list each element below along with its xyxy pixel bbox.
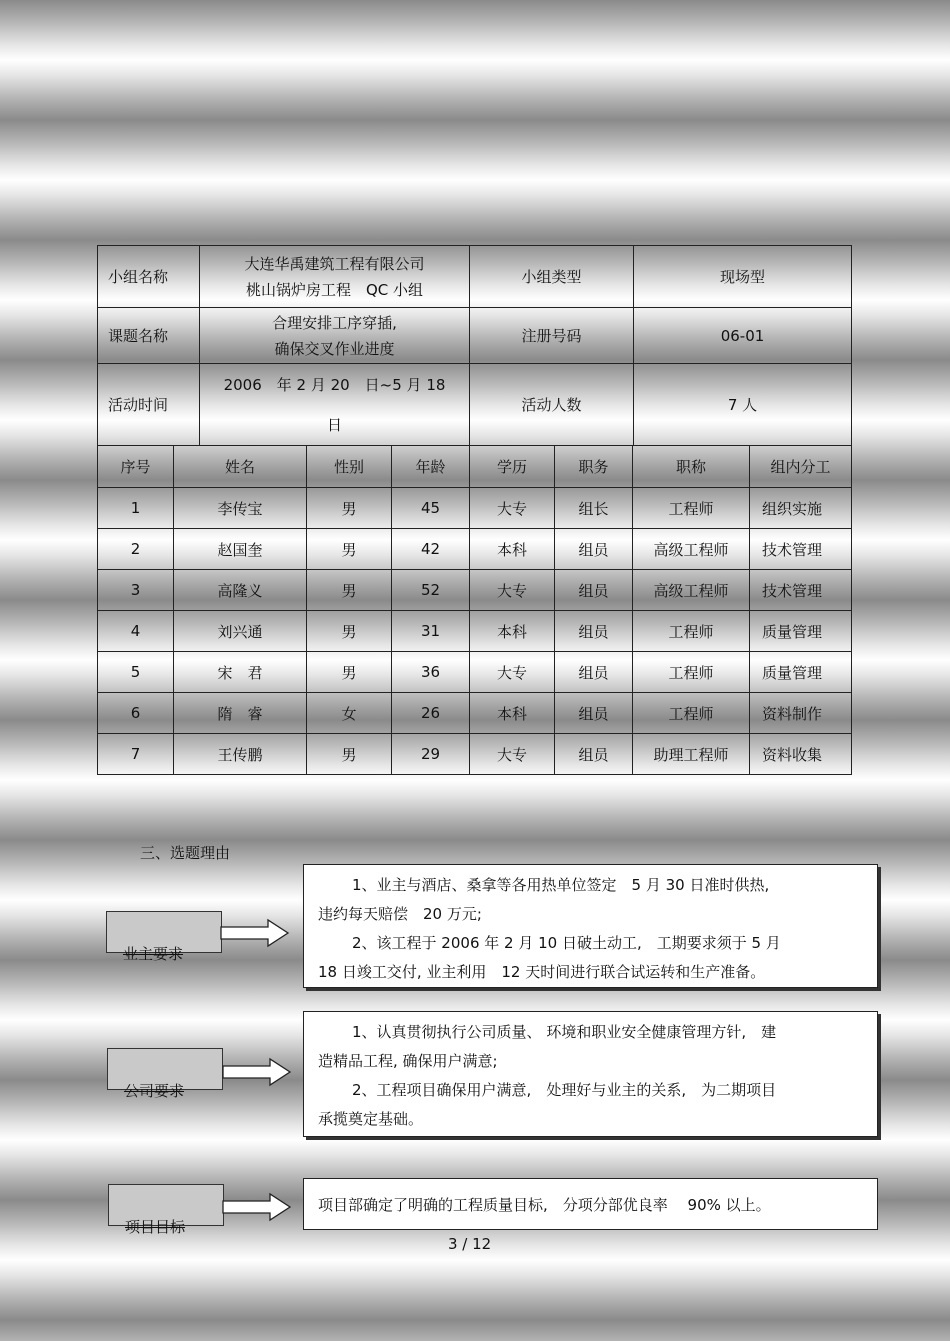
table-cell: 技术管理: [750, 529, 852, 570]
table-cell: 组员: [555, 652, 633, 693]
count-label: 活动人数: [470, 364, 634, 446]
table-cell: 资料收集: [750, 734, 852, 775]
group-info-table: [97, 245, 852, 446]
table-cell: 52: [392, 570, 470, 611]
header-cell: 年龄: [392, 446, 470, 488]
company-p2a: 2、工程项目确保用户满意, 处理好与业主的关系, 为二期项目: [352, 1081, 777, 1099]
group-type-label: 小组类型: [470, 246, 634, 308]
owner-p1b: 违约每天赔偿 20 万元;: [318, 905, 482, 923]
member-table: [97, 445, 852, 775]
table-cell: 本科: [470, 611, 555, 652]
table-cell: 组员: [555, 529, 633, 570]
page-number: 3 / 12: [448, 1235, 492, 1253]
table-cell: 王传鹏: [174, 734, 307, 775]
company-p1b: 造精品工程, 确保用户满意;: [318, 1052, 498, 1070]
table-cell: 男: [307, 529, 392, 570]
table-cell: 质量管理: [750, 611, 852, 652]
owner-p2a: 2、该工程于 2006 年 2 月 10 日破土动工, 工期要求须于 5 月: [352, 934, 781, 952]
table-cell: 高级工程师: [633, 529, 750, 570]
company-label-box: [107, 1048, 223, 1100]
target-label: 项目目标: [125, 1218, 186, 1236]
table-cell: 男: [307, 611, 392, 652]
table-cell: 男: [307, 570, 392, 611]
owner-label-box: [106, 911, 222, 963]
topic-label: 课题名称: [98, 308, 200, 364]
owner-label: 业主要求: [123, 945, 184, 963]
reg-value: 06-01: [634, 308, 852, 364]
company-p1a: 1、认真贯彻执行公司质量、 环境和职业安全健康管理方针, 建: [352, 1023, 777, 1041]
company-p2b: 承揽奠定基础。: [318, 1110, 424, 1128]
table-cell: 工程师: [633, 693, 750, 734]
target-box: [303, 1178, 878, 1230]
table-row: [98, 734, 852, 775]
table-cell: 大专: [470, 570, 555, 611]
table-cell: 高级工程师: [633, 570, 750, 611]
table-cell: 技术管理: [750, 570, 852, 611]
table-cell: 2: [98, 529, 174, 570]
table-cell: 男: [307, 734, 392, 775]
time-value: [200, 364, 470, 446]
table-row: [98, 652, 852, 693]
table-cell: 工程师: [633, 652, 750, 693]
table-cell: 45: [392, 488, 470, 529]
table-cell: 组员: [555, 734, 633, 775]
table-cell: 4: [98, 611, 174, 652]
owner-p2b: 18 日竣工交付, 业主利用 12 天时间进行联合试运转和生产准备。: [318, 963, 766, 981]
table-cell: 工程师: [633, 488, 750, 529]
target-label-box: [108, 1184, 224, 1236]
table-cell: 31: [392, 611, 470, 652]
count-value: 7 人: [634, 364, 852, 446]
topic-line1: 合理安排工序穿插,: [272, 313, 397, 332]
header-cell: 性别: [307, 446, 392, 488]
header-cell: 学历: [470, 446, 555, 488]
owner-requirement-box: [303, 864, 878, 988]
table-cell: 组员: [555, 611, 633, 652]
topic-line2: 确保交叉作业进度: [274, 339, 395, 358]
target-text: 项目部确定了明确的工程质量目标, 分项分部优良率 90% 以上。: [318, 1196, 771, 1214]
table-cell: 7: [98, 734, 174, 775]
table-row: [98, 611, 852, 652]
table-cell: 隋 睿: [174, 693, 307, 734]
table-cell: 助理工程师: [633, 734, 750, 775]
group-name-value: [200, 246, 470, 308]
table-cell: 组员: [555, 570, 633, 611]
company-label: 公司要求: [124, 1082, 185, 1100]
table-cell: 36: [392, 652, 470, 693]
table-cell: 高隆义: [174, 570, 307, 611]
table-row: [98, 488, 852, 529]
header-cell: 职称: [633, 446, 750, 488]
table-row: [98, 570, 852, 611]
header-cell: 序号: [98, 446, 174, 488]
table-cell: 组员: [555, 693, 633, 734]
section-title: 三、选题理由: [140, 844, 231, 862]
table-cell: 赵国奎: [174, 529, 307, 570]
group-name-line1: 大连华禹建筑工程有限公司: [244, 254, 425, 273]
arrow-right-icon: [220, 918, 290, 948]
table-cell: 5: [98, 652, 174, 693]
reg-label: 注册号码: [470, 308, 634, 364]
table-cell: 资料制作: [750, 693, 852, 734]
table-cell: 李传宝: [174, 488, 307, 529]
table-cell: 6: [98, 693, 174, 734]
table-cell: 29: [392, 734, 470, 775]
header-cell: 职务: [555, 446, 633, 488]
table-cell: 3: [98, 570, 174, 611]
arrow-right-icon: [222, 1057, 292, 1087]
table-cell: 1: [98, 488, 174, 529]
arrow-right-icon: [222, 1192, 292, 1222]
table-cell: 本科: [470, 529, 555, 570]
table-row: [98, 693, 852, 734]
table-cell: 组织实施: [750, 488, 852, 529]
table-cell: 大专: [470, 652, 555, 693]
topic-value: [200, 308, 470, 364]
company-requirement-box: [303, 1011, 878, 1137]
header-cell: 姓名: [174, 446, 307, 488]
time-label: 活动时间: [98, 364, 200, 446]
table-cell: 男: [307, 488, 392, 529]
table-cell: 女: [307, 693, 392, 734]
table-cell: 质量管理: [750, 652, 852, 693]
time-line1: 2006 年 2 月 20 日~5 月 18: [223, 375, 446, 394]
table-cell: 大专: [470, 488, 555, 529]
header-cell: 组内分工: [750, 446, 852, 488]
table-cell: 宋 君: [174, 652, 307, 693]
group-type-value: 现场型: [634, 246, 852, 308]
table-cell: 工程师: [633, 611, 750, 652]
table-cell: 男: [307, 652, 392, 693]
group-name-label: 小组名称: [98, 246, 200, 308]
table-cell: 刘兴通: [174, 611, 307, 652]
table-cell: 组长: [555, 488, 633, 529]
table-cell: 26: [392, 693, 470, 734]
time-line2: 日: [326, 415, 342, 434]
group-name-line2: 桃山锅炉房工程 QC 小组: [245, 280, 424, 299]
table-row: [98, 529, 852, 570]
table-cell: 大专: [470, 734, 555, 775]
table-cell: 本科: [470, 693, 555, 734]
member-header-row: [98, 446, 852, 488]
owner-p1a: 1、业主与酒店、桑拿等各用热单位签定 5 月 30 日准时供热,: [352, 876, 770, 894]
table-cell: 42: [392, 529, 470, 570]
